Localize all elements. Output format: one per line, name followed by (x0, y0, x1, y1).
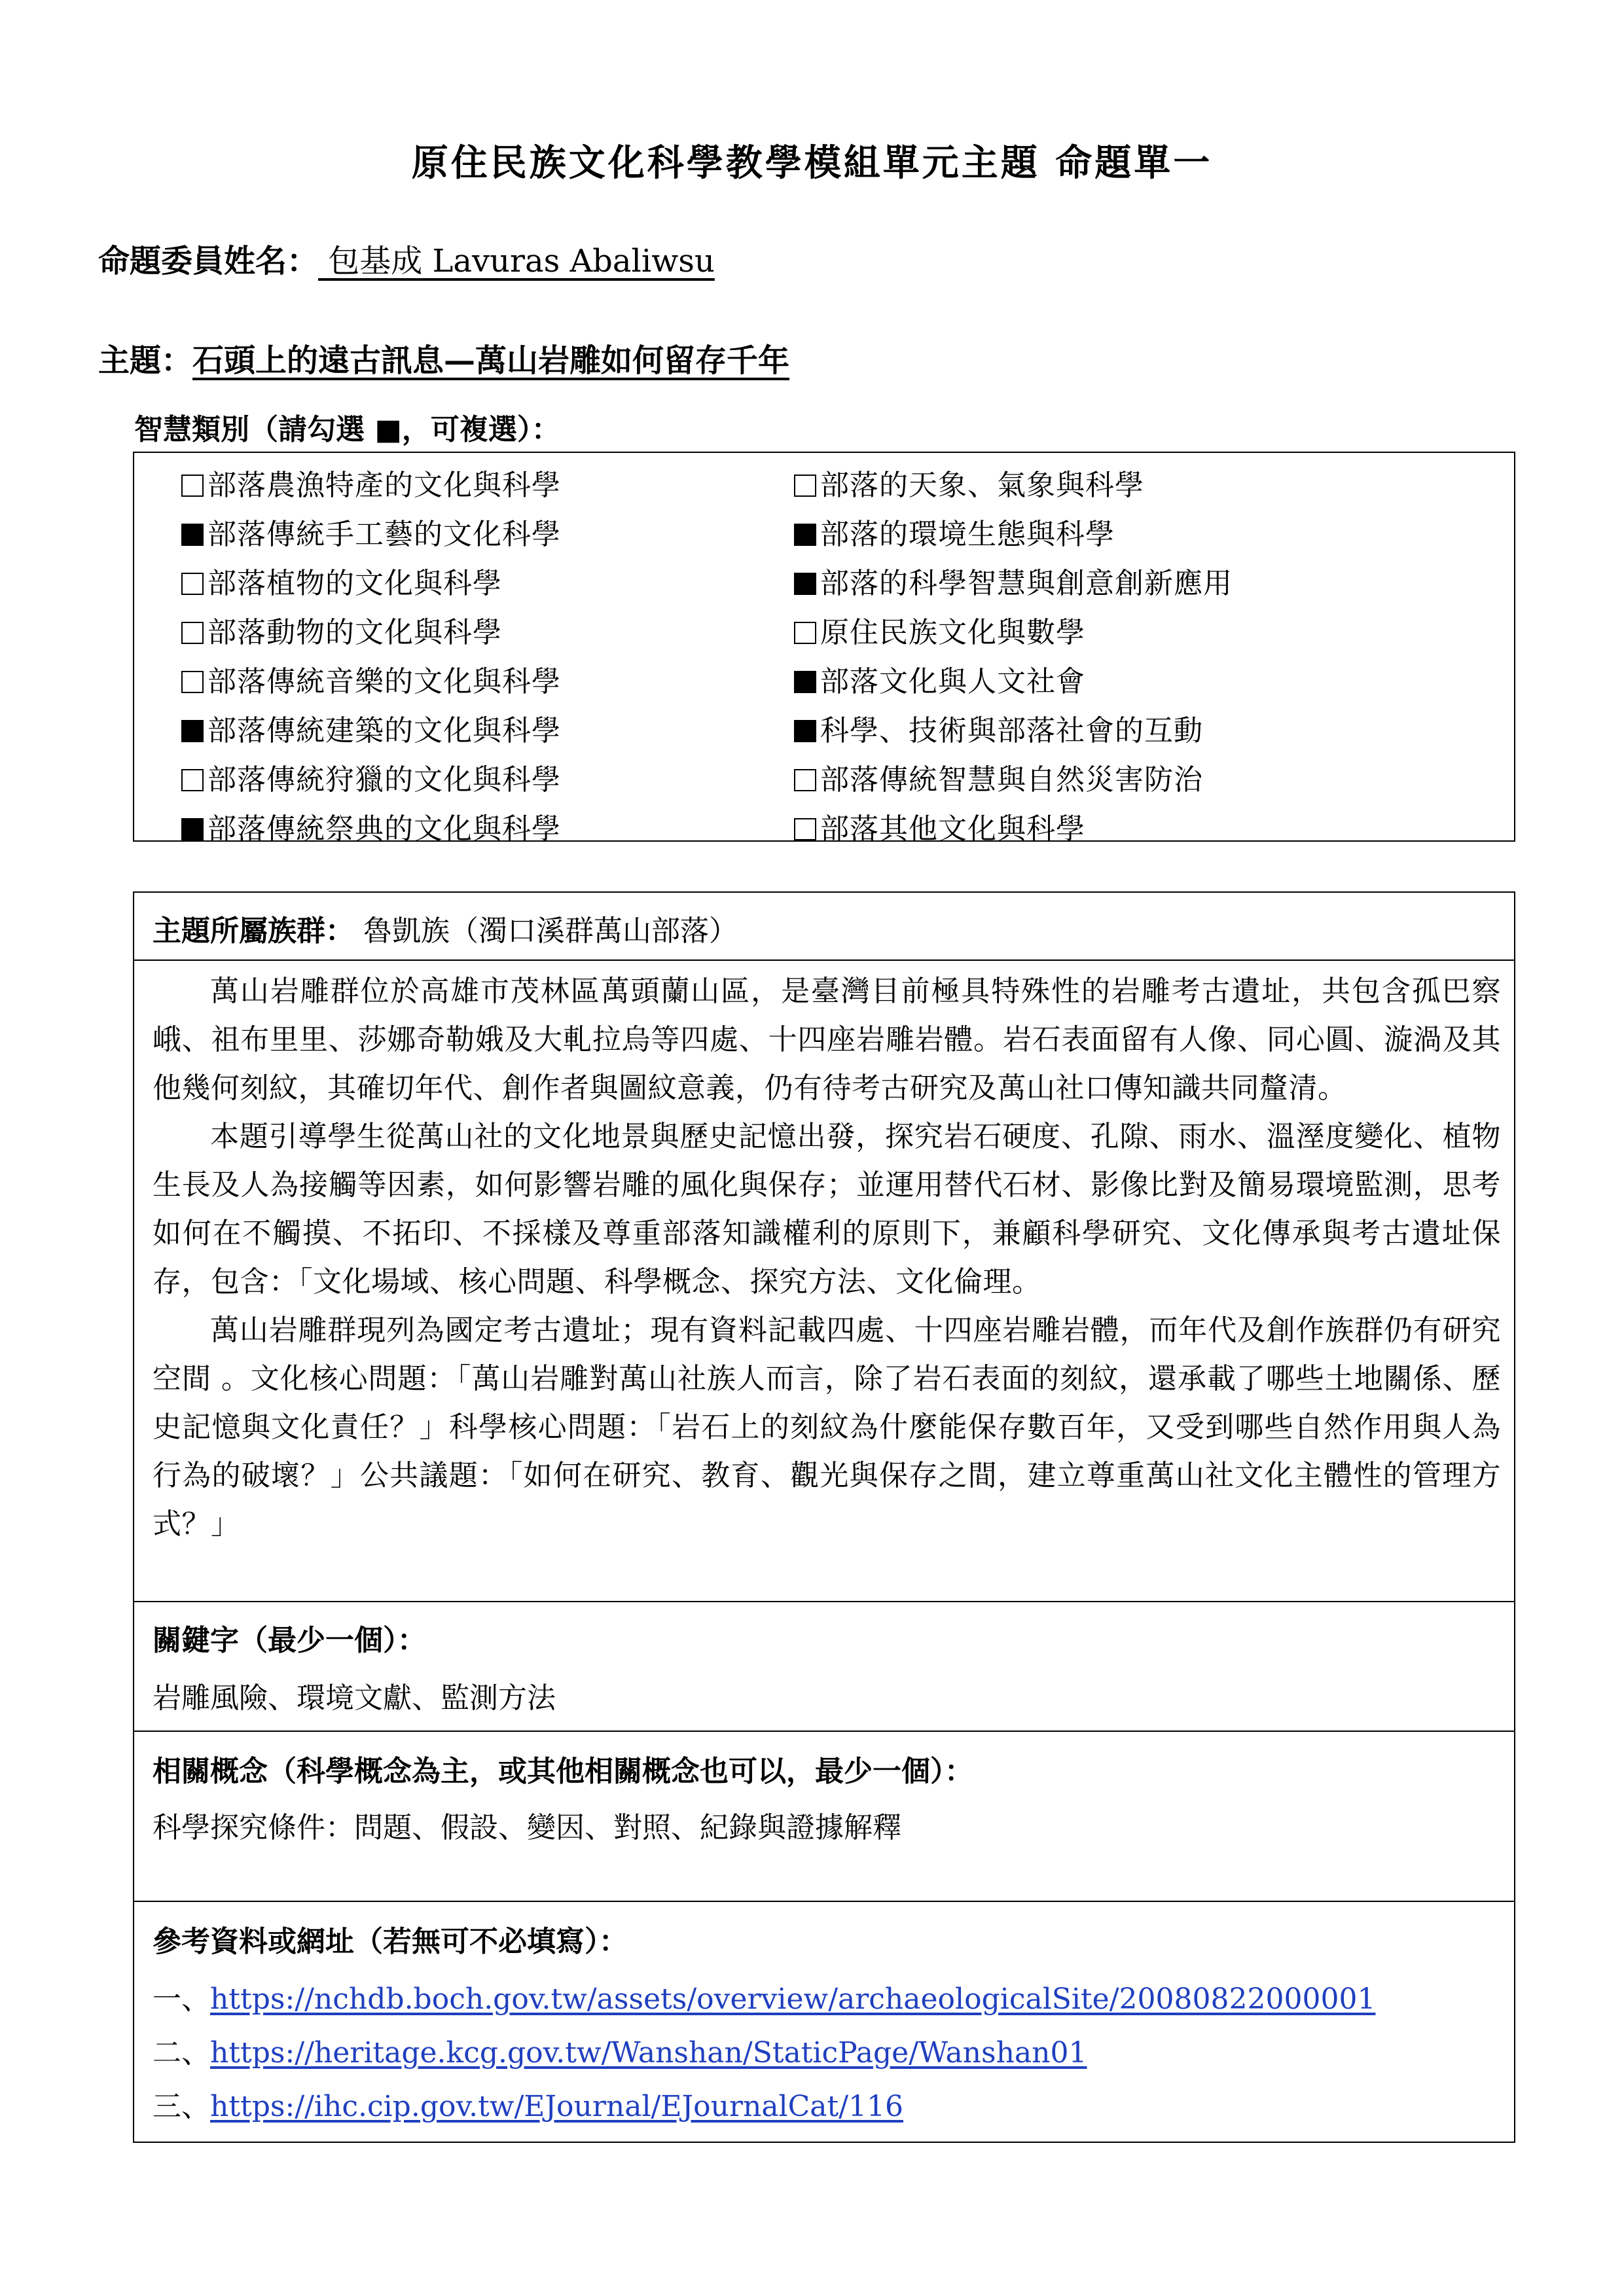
category-item[interactable]: 部落的環境生態與科學 (794, 510, 1233, 559)
checkbox-icon[interactable] (794, 769, 816, 791)
committee-label: 命題委員姓名： (98, 243, 319, 279)
checkbox-icon[interactable] (181, 720, 204, 742)
ethnic-section (134, 893, 1514, 961)
reference-item: 二、https://heritage.kcg.gov.tw/Wanshan/StaticPage/Wanshan01 (153, 2036, 1087, 2070)
references-label: 參考資料或網址（若無可不必填寫）： (153, 1925, 628, 1958)
concepts-section (134, 1732, 1514, 1902)
committee-name: 包基成 Lavuras Abaliwsu (318, 243, 715, 279)
category-checklist (133, 452, 1515, 846)
category-item[interactable]: 部落傳統祭典的文化與科學 (181, 804, 561, 853)
reference-link[interactable]: https://heritage.kcg.gov.tw/Wanshan/StaticPage/Wanshan01 (210, 2036, 1087, 2070)
category-item[interactable]: 部落動物的文化與科學 (181, 608, 561, 657)
category-item[interactable]: 部落文化與人文社會 (794, 657, 1233, 706)
description-paragraph: 萬山岩雕群現列為國定考古遺址；現有資料記載四處、十四座岩雕岩體，而年代及創作族群仍有研究空間 。文化核心問題：「萬山岩雕對萬山社族人而言，除了岩石表面的刻紋，還承載了哪些土地關係、歷史記憶與文化責任？」科學核心問題：「岩石上的刻紋為什麼能保存數百年，又受到哪些自然作用與人為行為的破壞？」公共議題：「如何在研究、教育、觀光與保存之間，建立尊重萬山社文化主體性的管理方式？」 (153, 1314, 1501, 1541)
keywords-label: 關鍵字（最少一個）： (153, 1624, 426, 1657)
ethnic-label: 主題所屬族群： (153, 914, 354, 948)
keywords-section (134, 1602, 1514, 1732)
document-title: 原住民族文化科學教學模組單元主題 命題單一 (411, 141, 1213, 185)
category-column-left (181, 461, 561, 853)
checkbox-icon[interactable] (181, 475, 204, 497)
description-paragraph: 萬山岩雕群位於高雄市茂林區萬頭蘭山區，是臺灣目前極具特殊性的岩雕考古遺址，共包含孤巴察峨、祖布里里、莎娜奇勒娥及大軋拉烏等四處、十四座岩雕岩體。岩石表面留有人像、同心圓、漩渦及其他幾何刻紋，其確切年代、創作者與圖紋意義，仍有待考古研究及萬山社口傳知識共同釐清。 (153, 975, 1501, 1105)
description-section (134, 961, 1514, 1602)
category-label: 智慧類別（請勾選 ■，可複選）： (134, 413, 560, 446)
category-item[interactable]: 部落農漁特產的文化與科學 (181, 461, 561, 510)
checkbox-icon[interactable] (181, 622, 204, 644)
checkbox-icon[interactable] (181, 573, 204, 595)
category-item[interactable]: 科學、技術與部落社會的互動 (794, 706, 1233, 755)
checkbox-icon[interactable] (794, 818, 816, 840)
category-item[interactable]: 部落傳統手工藝的文化科學 (181, 510, 561, 559)
category-item[interactable]: 部落傳統音樂的文化與科學 (181, 657, 561, 706)
theme-label: 主題： (98, 342, 193, 379)
category-column-right (794, 461, 1233, 853)
concepts-label: 相關概念（科學概念為主，或其他相關概念也可以，最少一個）： (153, 1755, 973, 1788)
committee-row (98, 236, 715, 281)
category-item[interactable]: 部落的科學智慧與創意創新應用 (794, 559, 1233, 608)
checkbox-icon[interactable] (794, 524, 816, 546)
category-item[interactable]: 部落傳統智慧與自然災害防治 (794, 755, 1233, 804)
keywords-value: 岩雕風險、環境文獻、監測方法 (153, 1681, 556, 1715)
category-item[interactable]: 部落植物的文化與科學 (181, 559, 561, 608)
checkbox-icon[interactable] (181, 524, 204, 546)
checkbox-icon[interactable] (794, 671, 816, 693)
category-item[interactable]: 原住民族文化與數學 (794, 608, 1233, 657)
ethnic-value: 魯凱族（濁口溪群萬山部落） (354, 914, 738, 948)
theme-row (98, 335, 789, 380)
category-item[interactable]: 部落傳統建築的文化與科學 (181, 706, 561, 755)
checkbox-icon[interactable] (181, 671, 204, 693)
reference-link[interactable]: https://nchdb.boch.gov.tw/assets/overview/archaeologicalSite/20080822000001 (210, 1982, 1376, 2016)
concepts-value: 科學探究條件：問題、假設、變因、對照、紀錄與證據解釋 (153, 1811, 901, 1844)
ethnic-row (153, 907, 738, 949)
checkbox-icon[interactable] (181, 769, 204, 791)
reference-item: 一、https://nchdb.boch.gov.tw/assets/overview/archaeologicalSite/20080822000001 (153, 1982, 1376, 2016)
description-body (134, 967, 1501, 1549)
description-paragraph: 本題引導學生從萬山社的文化地景與歷史記憶出發，探究岩石硬度、孔隙、雨水、溫溼度變化、植物生長及人為接觸等因素，如何影響岩雕的風化與保存；並運用替代石材、影像比對及簡易環境監測，思考如何在不觸摸、不拓印、不採樣及尊重部落知識權利的原則下，兼顧科學研究、文化傳承與考古遺址保存，包含：「文化場域、核心問題、科學概念、探究方法、文化倫理。 (153, 1120, 1501, 1299)
references-section (134, 1902, 1514, 2142)
theme-value: 石頭上的遠古訊息—萬山岩雕如何留存千年 (192, 342, 790, 379)
reference-item: 三、https://ihc.cip.gov.tw/EJournal/EJournalCat/116 (153, 2090, 904, 2123)
checkbox-icon[interactable] (794, 573, 816, 595)
category-item[interactable]: 部落傳統狩獵的文化與科學 (181, 755, 561, 804)
category-item[interactable]: 部落其他文化與科學 (794, 804, 1233, 853)
checkbox-icon[interactable] (794, 622, 816, 644)
checkbox-icon[interactable] (181, 818, 204, 840)
checkbox-icon[interactable] (794, 475, 816, 497)
theme-detail-table (133, 891, 1515, 2143)
checkbox-icon[interactable] (794, 720, 816, 742)
reference-link[interactable]: https://ihc.cip.gov.tw/EJournal/EJournalCat/116 (210, 2090, 904, 2123)
category-item[interactable]: 部落的天象、氣象與科學 (794, 461, 1233, 510)
